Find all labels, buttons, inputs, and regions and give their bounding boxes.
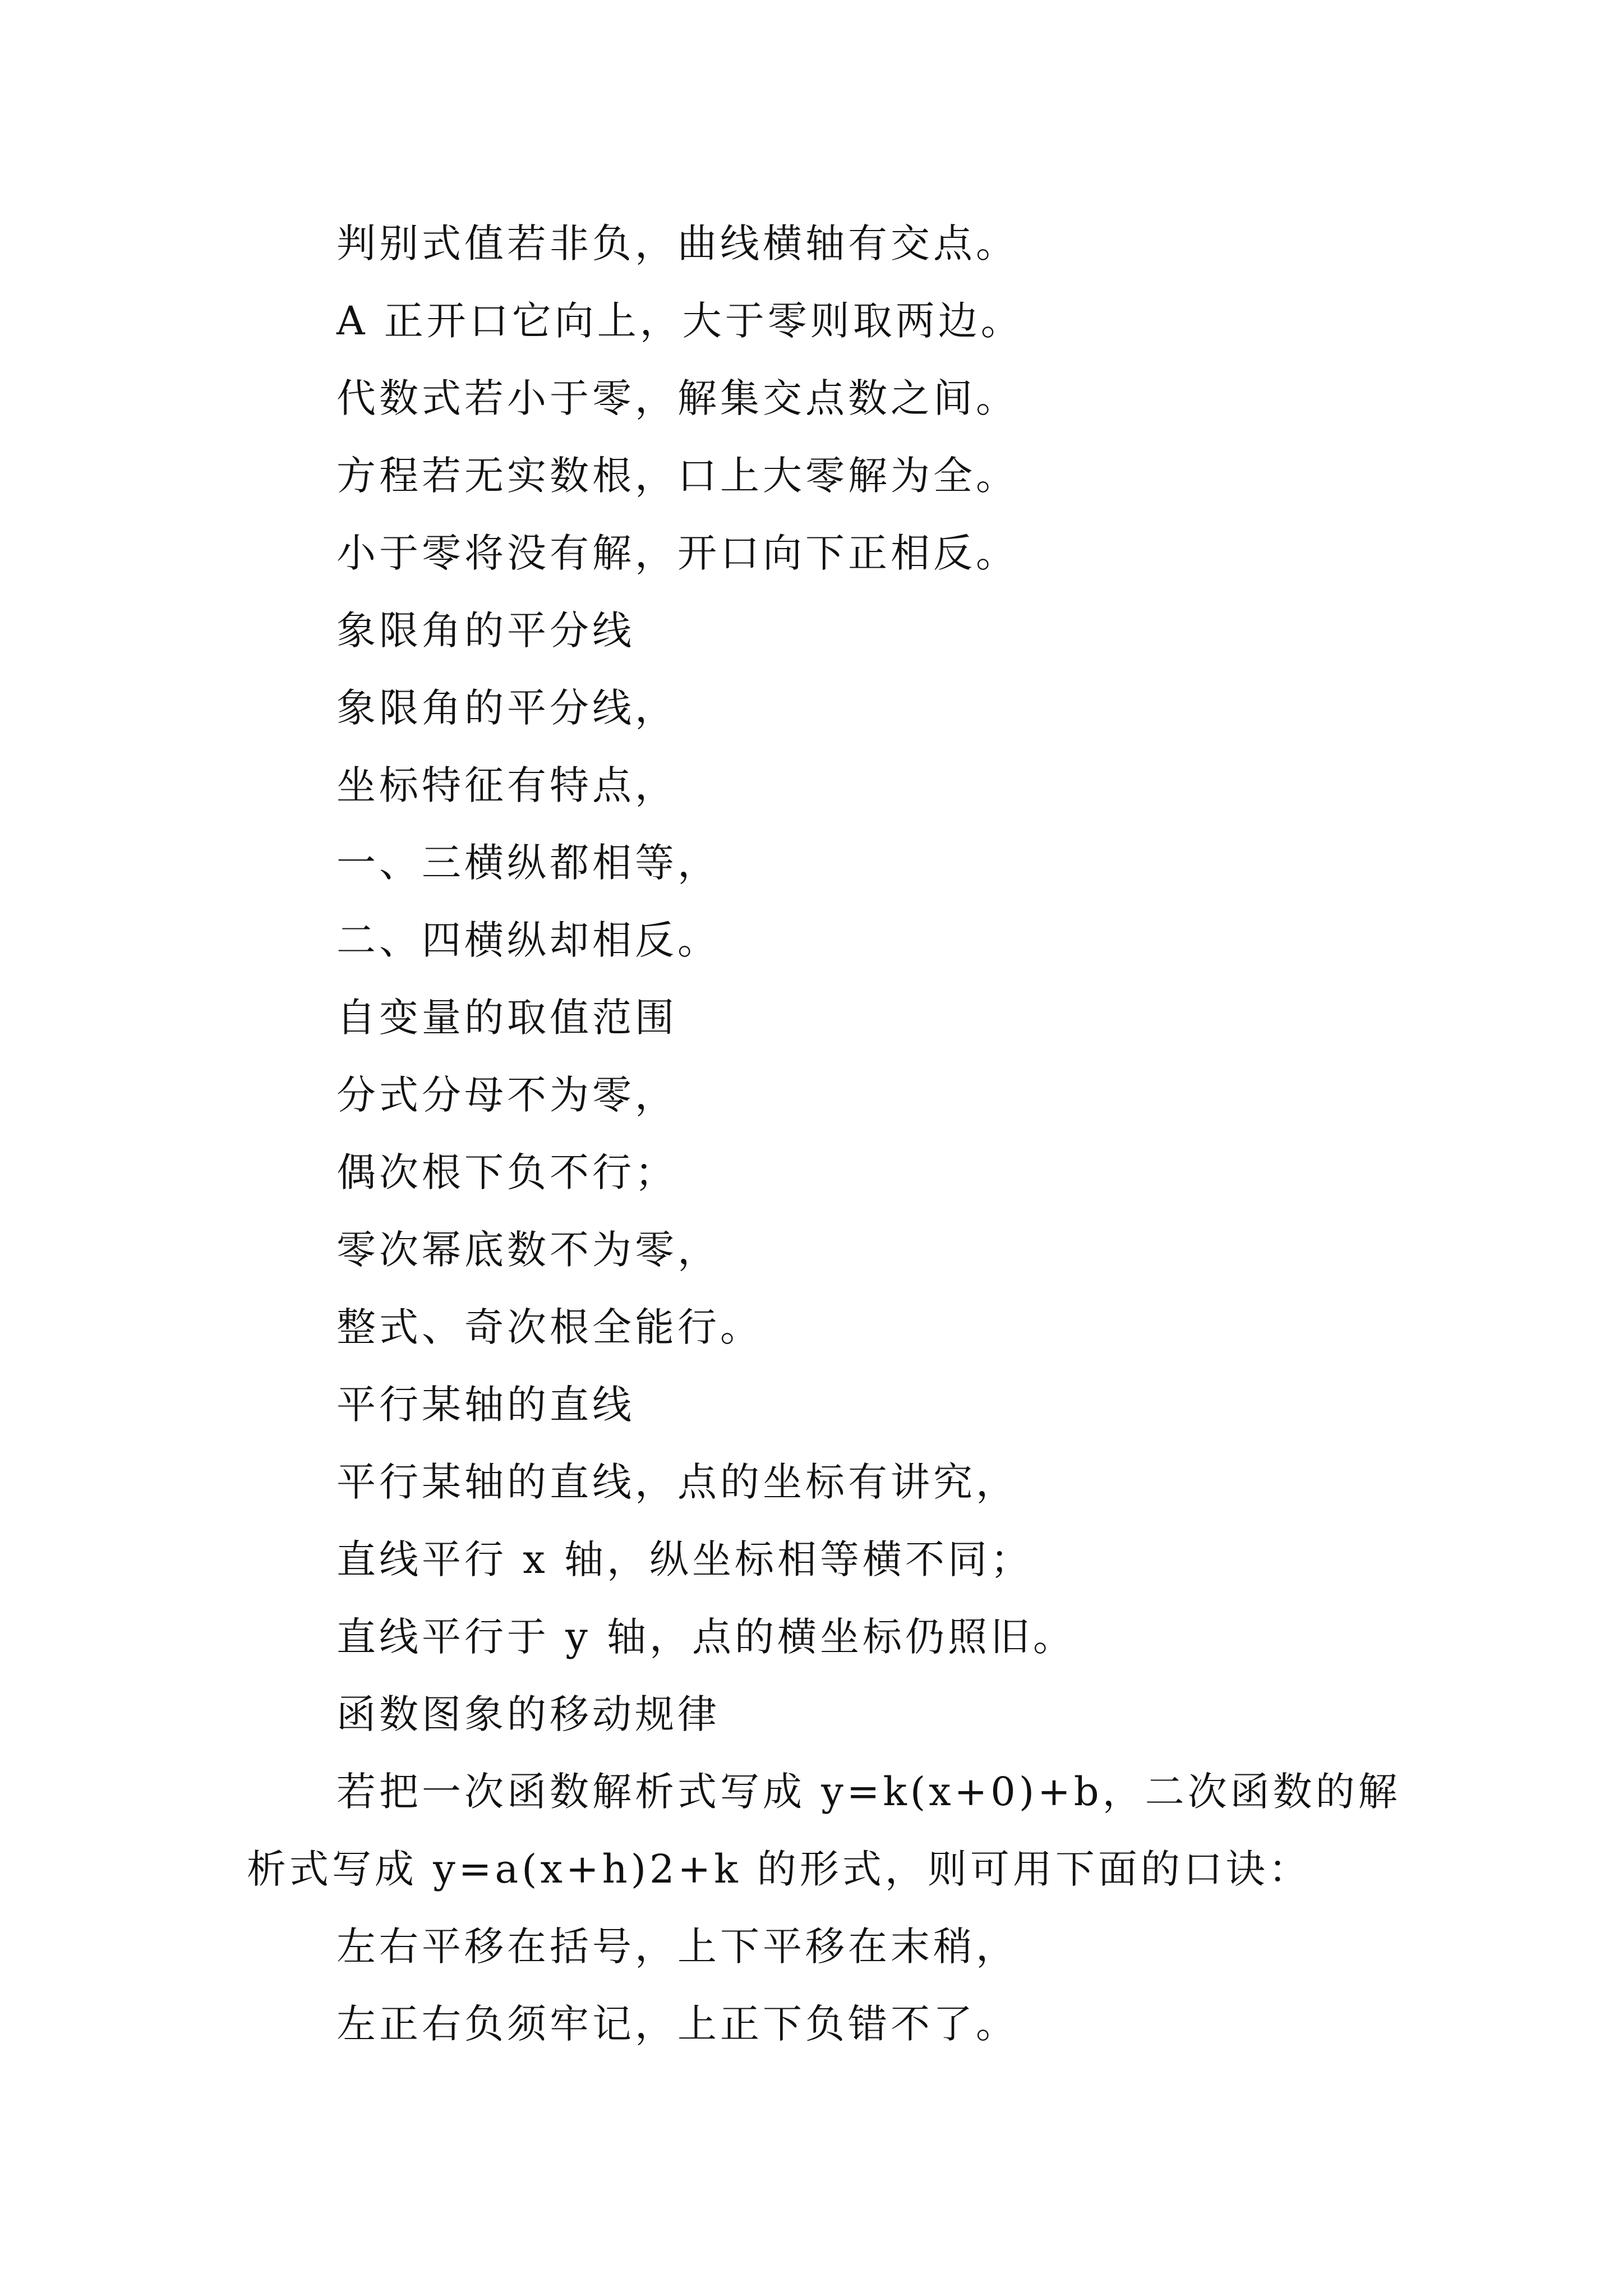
section-heading: 平行某轴的直线 bbox=[336, 1382, 635, 1428]
section-heading: 函数图象的移动规律 bbox=[336, 1691, 720, 1737]
section-heading: 象限角的平分线 bbox=[336, 608, 635, 654]
text-line: 象限角的平分线， bbox=[336, 685, 677, 731]
text-line: 平行某轴的直线，点的坐标有讲究， bbox=[336, 1459, 1018, 1505]
text-line: 左右平移在括号，上下平移在末稍， bbox=[336, 1924, 1018, 1970]
text-line: 零次幂底数不为零， bbox=[336, 1227, 720, 1273]
text-line: 方程若无实数根，口上大零解为全。 bbox=[336, 453, 1018, 499]
text-line: 整式、奇次根全能行。 bbox=[336, 1304, 763, 1350]
text-line: 直线平行于 y 轴，点的横坐标仍照旧。 bbox=[336, 1614, 1076, 1660]
text-line: 判别式值若非负，曲线横轴有交点。 bbox=[336, 220, 1018, 266]
text-line: 直线平行 x 轴，纵坐标相等横不同； bbox=[336, 1536, 1033, 1582]
text-line: 二、四横纵却相反。 bbox=[336, 917, 720, 963]
text-line: 偶次根下负不行； bbox=[336, 1149, 677, 1195]
text-line: 小于零将没有解，开口向下正相反。 bbox=[336, 530, 1018, 576]
text-line: 左正右负须牢记，上正下负错不了。 bbox=[336, 2001, 1018, 2047]
text-line: 代数式若小于零，解集交点数之间。 bbox=[336, 375, 1018, 421]
section-heading: 自变量的取值范围 bbox=[336, 995, 677, 1041]
text-line: 一、三横纵都相等， bbox=[336, 840, 720, 886]
body-paragraph: 若把一次函数解析式写成 y=k(x+0)+b，二次函数的解析式写成 y=a(x+h)2+k 的形式，则可用下面的口诀： bbox=[247, 1769, 1401, 1892]
text-line: 坐标特征有特点， bbox=[336, 762, 677, 808]
text-line: A 正开口它向上，大于零则取两边。 bbox=[336, 298, 1023, 344]
document-body bbox=[247, 205, 1402, 2063]
text-line: 分式分母不为零， bbox=[336, 1072, 677, 1118]
